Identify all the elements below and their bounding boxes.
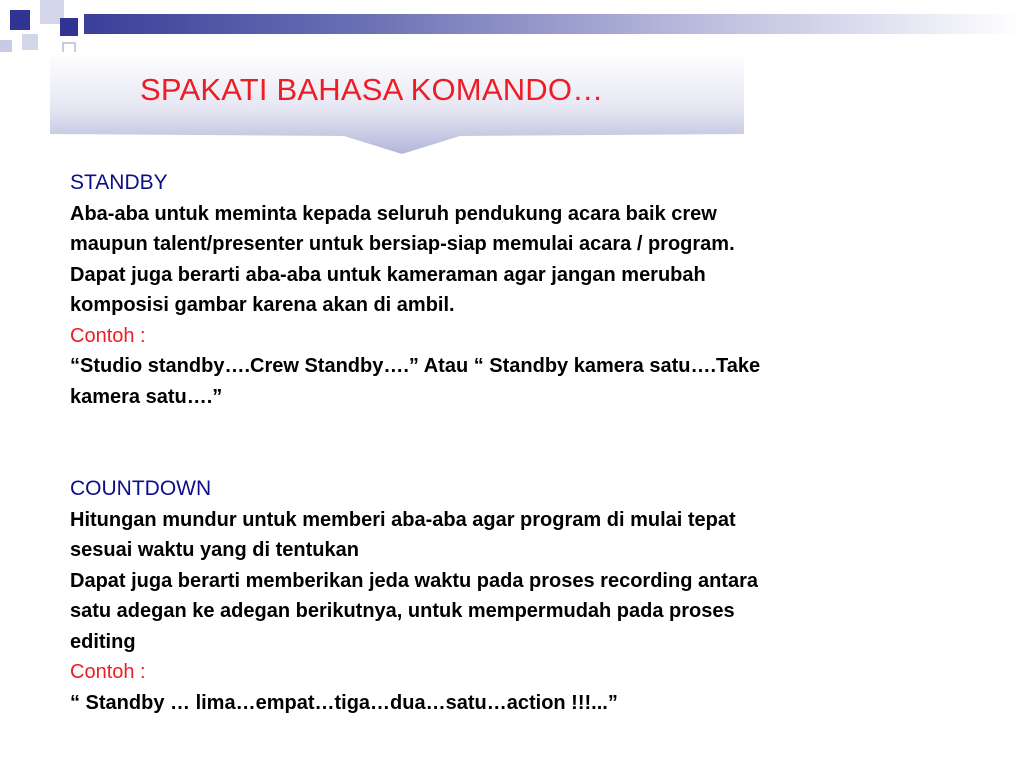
contoh-label: Contoh :: [70, 324, 146, 347]
example-line: “ Standby … lima…empat…tiga…dua…satu…action !!!...”: [70, 691, 618, 714]
top-gradient-strip: [84, 14, 1024, 34]
contoh-label: Contoh :: [70, 661, 146, 683]
section-standby: [70, 168, 970, 412]
body-line: editing: [70, 630, 136, 653]
body-line: Dapat juga berarti aba-aba untuk kameraman agar jangan merubah: [70, 263, 706, 286]
decor-square: [10, 10, 30, 30]
body-line: komposisi gambar karena akan di ambil.: [70, 294, 455, 316]
body-line: maupun talent/presenter untuk bersiap-siap memulai acara / program.: [70, 233, 735, 255]
section-countdown: [70, 474, 970, 718]
body-line: Dapat juga berarti memberikan jeda waktu pada proses recording antara: [70, 569, 758, 592]
decor-square: [22, 34, 38, 50]
section-heading: COUNTDOWN: [70, 477, 212, 500]
body-line: sesuai waktu yang di tentukan: [70, 539, 359, 561]
body-line: Aba-aba untuk meminta kepada seluruh pendukung acara baik crew: [70, 202, 717, 225]
slide-content: [70, 168, 970, 718]
body-line: satu adegan ke adegan berikutnya, untuk mempermudah pada proses: [70, 600, 735, 622]
decor-square: [60, 18, 78, 36]
section-heading: STANDBY: [70, 171, 168, 194]
section-spacer: [70, 412, 970, 474]
page-title: SPAKATI BAHASA KOMANDO…: [140, 72, 604, 107]
example-line: “Studio standby….Crew Standby….” Atau “ Standby kamera satu….Take: [70, 355, 761, 377]
example-line: kamera satu….”: [70, 385, 223, 408]
body-line: Hitungan mundur untuk memberi aba-aba agar program di mulai tepat: [70, 508, 736, 531]
decor-square: [0, 40, 12, 52]
